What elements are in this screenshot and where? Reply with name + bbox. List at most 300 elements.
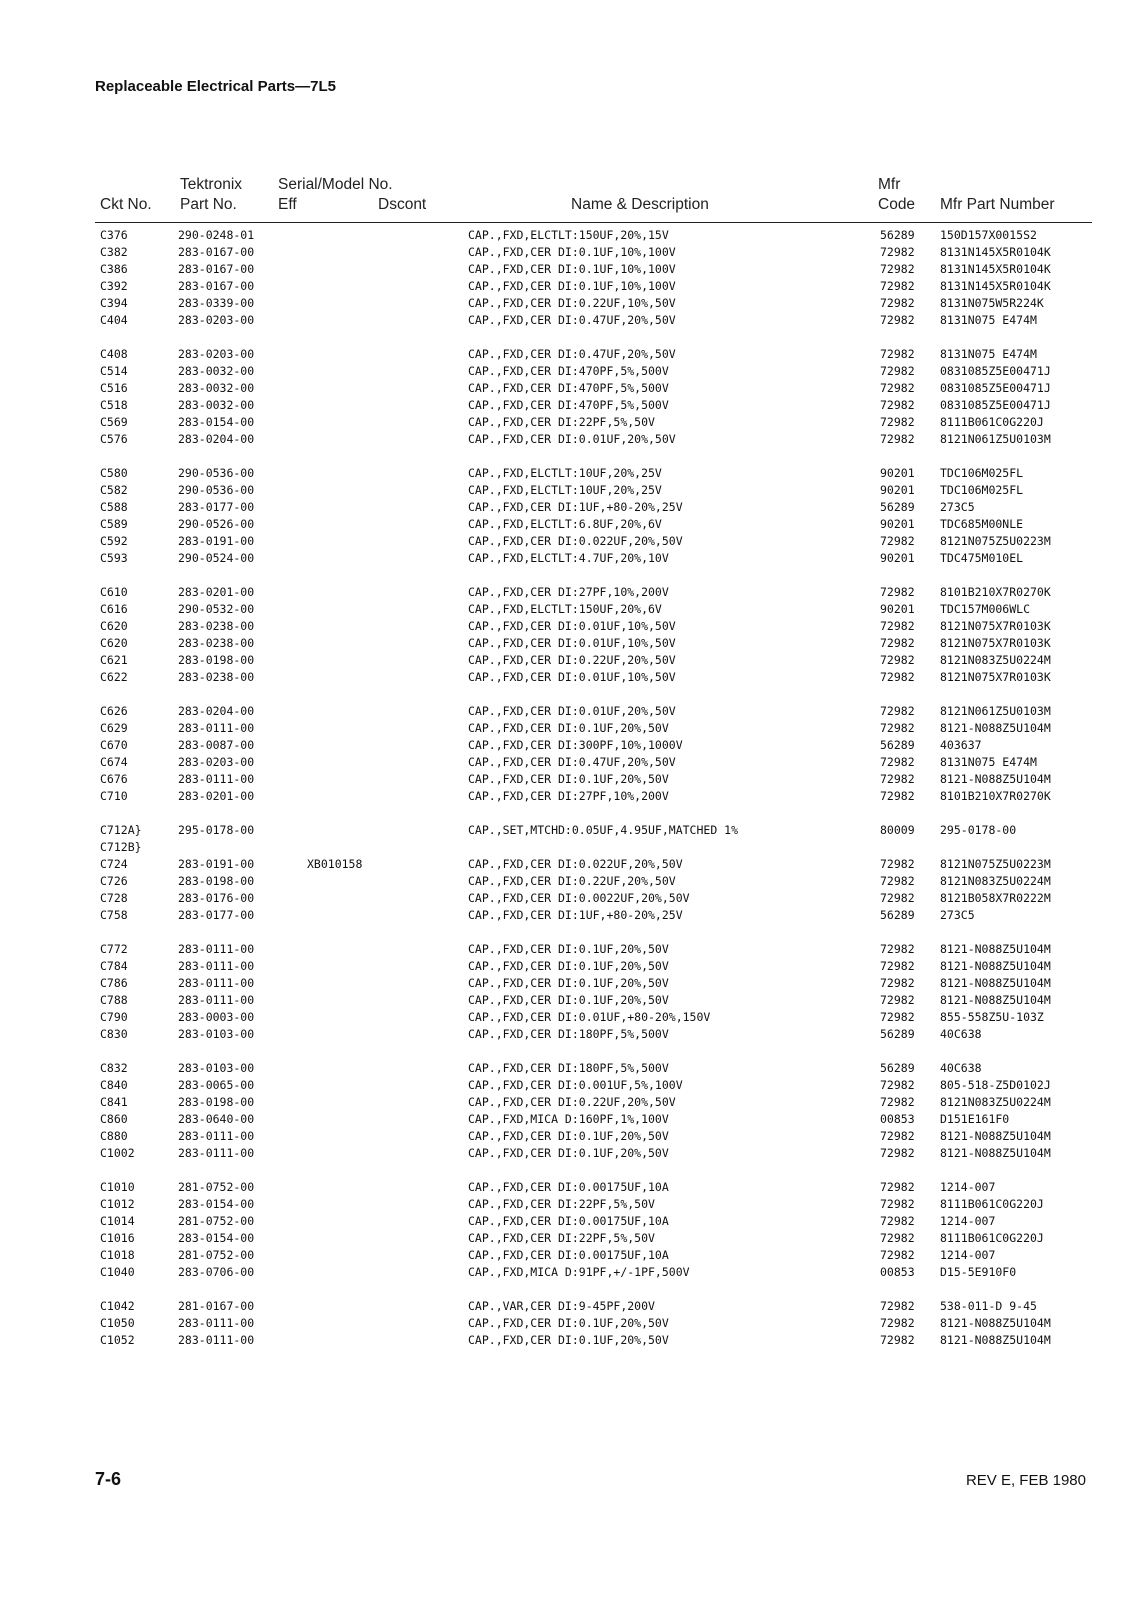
table-row (0, 669, 1130, 686)
description-cell: CAP.,FXD,CER DI:22PF,5%,50V (468, 1197, 655, 1211)
header-part-no: Part No. (180, 196, 237, 213)
parts-group (0, 346, 1130, 448)
parts-group (0, 227, 1130, 329)
header-ckt-no: Ckt No. (100, 196, 152, 213)
mfr-code-cell: 72982 (880, 993, 915, 1007)
part-no-cell: 283-0167-00 (178, 279, 255, 293)
mfr-part-number-cell: 1214-007 (940, 1214, 996, 1228)
part-no-cell: 283-0339-00 (178, 296, 255, 310)
description-cell: CAP.,FXD,ELCTLT:6.8UF,20%,6V (468, 517, 662, 531)
description-cell: CAP.,FXD,CER DI:0.001UF,5%,100V (468, 1078, 683, 1092)
mfr-part-number-cell: 8131N075 E474M (940, 313, 1037, 327)
ckt-no-cell: C832 (100, 1061, 128, 1075)
ckt-no-cell: C1050 (100, 1316, 135, 1330)
mfr-code-cell: 90201 (880, 517, 915, 531)
mfr-part-number-cell: 8121N075X7R0103K (940, 619, 1051, 633)
mfr-part-number-cell: 8121-N088Z5U104M (940, 772, 1051, 786)
table-row (0, 1264, 1130, 1281)
ckt-no-cell: C626 (100, 704, 128, 718)
description-cell: CAP.,FXD,CER DI:22PF,5%,50V (468, 1231, 655, 1245)
table-row (0, 1230, 1130, 1247)
mfr-code-cell: 72982 (880, 364, 915, 378)
mfr-part-number-cell: 8121-N088Z5U104M (940, 976, 1051, 990)
part-no-cell: 283-0191-00 (178, 534, 255, 548)
table-row (0, 261, 1130, 278)
description-cell: CAP.,FXD,CER DI:0.1UF,10%,100V (468, 279, 676, 293)
table-row (0, 1179, 1130, 1196)
part-no-cell: 283-0167-00 (178, 245, 255, 259)
table-row (0, 1060, 1130, 1077)
table-row (0, 907, 1130, 924)
ckt-no-cell: C514 (100, 364, 128, 378)
mfr-code-cell: 72982 (880, 959, 915, 973)
ckt-no-cell: C788 (100, 993, 128, 1007)
header-serial-model: Serial/Model No. (278, 176, 393, 193)
table-row (0, 1077, 1130, 1094)
description-cell: CAP.,SET,MTCHD:0.05UF,4.95UF,MATCHED 1% (468, 823, 739, 837)
ckt-no-cell: C589 (100, 517, 128, 531)
mfr-code-cell: 72982 (880, 1197, 915, 1211)
table-row (0, 533, 1130, 550)
description-cell: CAP.,FXD,CER DI:0.1UF,20%,50V (468, 1316, 669, 1330)
header-dscont: Dscont (378, 196, 427, 213)
mfr-code-cell: 72982 (880, 585, 915, 599)
parts-group (0, 1179, 1130, 1281)
description-cell: CAP.,FXD,CER DI:0.00175UF,10A (468, 1248, 669, 1262)
part-no-cell: 283-0238-00 (178, 636, 255, 650)
description-cell: CAP.,FXD,CER DI:0.1UF,20%,50V (468, 942, 669, 956)
mfr-code-cell: 72982 (880, 1299, 915, 1313)
mfr-code-cell: 72982 (880, 296, 915, 310)
ckt-no-cell: C670 (100, 738, 128, 752)
ckt-no-cell: C580 (100, 466, 128, 480)
table-row (0, 754, 1130, 771)
mfr-code-cell: 72982 (880, 1248, 915, 1262)
table-row (0, 618, 1130, 635)
mfr-part-number-cell: 805-518-Z5D0102J (940, 1078, 1051, 1092)
ckt-no-cell: C516 (100, 381, 128, 395)
mfr-code-cell: 90201 (880, 466, 915, 480)
table-row (0, 873, 1130, 890)
mfr-part-number-cell: 8121N075Z5U0223M (940, 534, 1051, 548)
mfr-code-cell: 72982 (880, 534, 915, 548)
part-no-cell: 281-0167-00 (178, 1299, 255, 1313)
mfr-code-cell: 72982 (880, 1214, 915, 1228)
part-no-cell: 283-0176-00 (178, 891, 255, 905)
part-no-cell: 283-0191-00 (178, 857, 255, 871)
part-no-cell: 290-0524-00 (178, 551, 255, 565)
description-cell: CAP.,FXD,CER DI:0.1UF,20%,50V (468, 772, 669, 786)
description-cell: CAP.,FXD,CER DI:0.00175UF,10A (468, 1214, 669, 1228)
table-row (0, 1213, 1130, 1230)
ckt-no-cell: C1042 (100, 1299, 135, 1313)
table-row (0, 975, 1130, 992)
mfr-part-number-cell: 855-558Z5U-103Z (940, 1010, 1044, 1024)
table-row (0, 1128, 1130, 1145)
description-cell: CAP.,FXD,CER DI:0.01UF,10%,50V (468, 670, 676, 684)
description-cell: CAP.,FXD,CER DI:0.1UF,10%,100V (468, 245, 676, 259)
description-cell: CAP.,FXD,CER DI:0.0022UF,20%,50V (468, 891, 690, 905)
table-row (0, 1332, 1130, 1349)
description-cell: CAP.,FXD,CER DI:0.1UF,10%,100V (468, 262, 676, 276)
description-cell: CAP.,FXD,CER DI:180PF,5%,500V (468, 1027, 669, 1041)
ckt-no-cell: C582 (100, 483, 128, 497)
table-row (0, 414, 1130, 431)
mfr-part-number-cell: 8121-N088Z5U104M (940, 1333, 1051, 1347)
table-row (0, 958, 1130, 975)
description-cell: CAP.,FXD,CER DI:0.22UF,20%,50V (468, 874, 676, 888)
table-row (0, 720, 1130, 737)
part-no-cell: 283-0203-00 (178, 755, 255, 769)
description-cell: CAP.,FXD,CER DI:0.01UF,10%,50V (468, 636, 676, 650)
table-row (0, 227, 1130, 244)
description-cell: CAP.,FXD,CER DI:0.22UF,10%,50V (468, 296, 676, 310)
mfr-code-cell: 90201 (880, 602, 915, 616)
part-no-cell: 283-0103-00 (178, 1061, 255, 1075)
ckt-no-cell: C676 (100, 772, 128, 786)
part-no-cell: 290-0526-00 (178, 517, 255, 531)
mfr-part-number-cell: 8121-N088Z5U104M (940, 942, 1051, 956)
table-row (0, 380, 1130, 397)
mfr-code-cell: 72982 (880, 789, 915, 803)
part-no-cell: 283-0238-00 (178, 619, 255, 633)
description-cell: CAP.,FXD,CER DI:0.1UF,20%,50V (468, 976, 669, 990)
description-cell: CAP.,FXD,CER DI:470PF,5%,500V (468, 398, 669, 412)
ckt-no-cell: C790 (100, 1010, 128, 1024)
ckt-no-cell: C1012 (100, 1197, 135, 1211)
table-row (0, 431, 1130, 448)
ckt-no-cell: C786 (100, 976, 128, 990)
part-no-cell: 283-0032-00 (178, 364, 255, 378)
description-cell: CAP.,FXD,CER DI:300PF,10%,1000V (468, 738, 683, 752)
header-rule (95, 222, 1092, 223)
part-no-cell: 283-0201-00 (178, 789, 255, 803)
table-row (0, 1145, 1130, 1162)
mfr-code-cell: 72982 (880, 976, 915, 990)
mfr-code-cell: 72982 (880, 1129, 915, 1143)
parts-group (0, 822, 1130, 924)
table-row (0, 635, 1130, 652)
ckt-no-cell: C1040 (100, 1265, 135, 1279)
ckt-no-cell: C758 (100, 908, 128, 922)
mfr-part-number-cell: 8121N075X7R0103K (940, 636, 1051, 650)
mfr-part-number-cell: TDC106M025FL (940, 466, 1024, 480)
description-cell: CAP.,FXD,CER DI:0.1UF,20%,50V (468, 1129, 669, 1143)
table-row (0, 482, 1130, 499)
mfr-part-number-cell: 8121B058X7R0222M (940, 891, 1051, 905)
header-mfr-code: Code (878, 196, 916, 213)
mfr-code-cell: 72982 (880, 279, 915, 293)
mfr-part-number-cell: 8121N075X7R0103K (940, 670, 1051, 684)
description-cell: CAP.,FXD,CER DI:470PF,5%,500V (468, 381, 669, 395)
table-row (0, 397, 1130, 414)
mfr-code-cell: 90201 (880, 483, 915, 497)
ckt-no-cell: C1010 (100, 1180, 135, 1194)
mfr-part-number-cell: 40C638 (940, 1061, 982, 1075)
ckt-no-cell: C712A} (100, 823, 142, 837)
description-cell: CAP.,FXD,CER DI:1UF,+80-20%,25V (468, 500, 683, 514)
parts-group (0, 1298, 1130, 1349)
part-no-cell: 283-0103-00 (178, 1027, 255, 1041)
header-eff: Eff (278, 196, 297, 213)
mfr-part-number-cell: TDC685M00NLE (940, 517, 1024, 531)
description-cell: CAP.,FXD,ELCTLT:10UF,20%,25V (468, 483, 662, 497)
table-row (0, 822, 1130, 839)
mfr-part-number-cell: 8121-N088Z5U104M (940, 959, 1051, 973)
mfr-code-cell: 72982 (880, 619, 915, 633)
ckt-no-cell: C610 (100, 585, 128, 599)
description-cell: CAP.,FXD,ELCTLT:10UF,20%,25V (468, 466, 662, 480)
ckt-no-cell: C726 (100, 874, 128, 888)
part-no-cell: 281-0752-00 (178, 1214, 255, 1228)
part-no-cell: 283-0706-00 (178, 1265, 255, 1279)
mfr-part-number-cell: TDC475M010EL (940, 551, 1024, 565)
mfr-code-cell: 72982 (880, 772, 915, 786)
part-no-cell: 283-0167-00 (178, 262, 255, 276)
description-cell: CAP.,FXD,CER DI:0.022UF,20%,50V (468, 534, 683, 548)
mfr-part-number-cell: 8131N075W5R224K (940, 296, 1044, 310)
mfr-part-number-cell: 8101B210X7R0270K (940, 789, 1051, 803)
mfr-part-number-cell: 8131N145X5R0104K (940, 262, 1051, 276)
ckt-no-cell: C620 (100, 636, 128, 650)
parts-group (0, 465, 1130, 567)
mfr-part-number-cell: 8131N145X5R0104K (940, 279, 1051, 293)
ckt-no-cell: C784 (100, 959, 128, 973)
table-row (0, 601, 1130, 618)
description-cell: CAP.,FXD,MICA D:160PF,1%,100V (468, 1112, 669, 1126)
part-no-cell: 283-0003-00 (178, 1010, 255, 1024)
description-cell: CAP.,VAR,CER DI:9-45PF,200V (468, 1299, 655, 1313)
mfr-part-number-cell: D151E161F0 (940, 1112, 1010, 1126)
mfr-code-cell: 72982 (880, 942, 915, 956)
header-mfr: Mfr (878, 176, 901, 193)
table-row (0, 1094, 1130, 1111)
mfr-code-cell: 72982 (880, 636, 915, 650)
part-no-cell: 283-0111-00 (178, 1333, 255, 1347)
ckt-no-cell: C629 (100, 721, 128, 735)
table-row (0, 516, 1130, 533)
description-cell: CAP.,FXD,CER DI:0.01UF,10%,50V (468, 619, 676, 633)
part-no-cell: 283-0087-00 (178, 738, 255, 752)
mfr-code-cell: 72982 (880, 1231, 915, 1245)
ckt-no-cell: C569 (100, 415, 128, 429)
table-row (0, 550, 1130, 567)
table-row (0, 771, 1130, 788)
mfr-code-cell: 00853 (880, 1265, 915, 1279)
parts-table (0, 227, 1130, 1366)
ckt-no-cell: C860 (100, 1112, 128, 1126)
table-row (0, 788, 1130, 805)
ckt-no-cell: C616 (100, 602, 128, 616)
mfr-part-number-cell: 273C5 (940, 908, 975, 922)
ckt-no-cell: C1002 (100, 1146, 135, 1160)
page-header: Replaceable Electrical Parts—7L5 (95, 78, 336, 95)
description-cell: CAP.,FXD,CER DI:0.22UF,20%,50V (468, 1095, 676, 1109)
table-row (0, 1026, 1130, 1043)
mfr-code-cell: 72982 (880, 670, 915, 684)
ckt-no-cell: C1016 (100, 1231, 135, 1245)
mfr-code-cell: 72982 (880, 381, 915, 395)
table-row (0, 244, 1130, 261)
ckt-no-cell: C404 (100, 313, 128, 327)
ckt-no-cell: C382 (100, 245, 128, 259)
description-cell: CAP.,FXD,ELCTLT:4.7UF,20%,10V (468, 551, 669, 565)
mfr-code-cell: 00853 (880, 1112, 915, 1126)
ckt-no-cell: C394 (100, 296, 128, 310)
mfr-part-number-cell: 8131N075 E474M (940, 347, 1037, 361)
mfr-code-cell: 72982 (880, 704, 915, 718)
description-cell: CAP.,FXD,CER DI:0.022UF,20%,50V (468, 857, 683, 871)
mfr-code-cell: 72982 (880, 1078, 915, 1092)
table-row (0, 1298, 1130, 1315)
mfr-part-number-cell: 0831085Z5E00471J (940, 381, 1051, 395)
mfr-part-number-cell: 8121-N088Z5U104M (940, 1316, 1051, 1330)
mfr-code-cell: 56289 (880, 500, 915, 514)
table-row (0, 737, 1130, 754)
mfr-part-number-cell: 150D157X0015S2 (940, 228, 1037, 242)
table-row (0, 1315, 1130, 1332)
description-cell: CAP.,FXD,CER DI:0.01UF,20%,50V (468, 704, 676, 718)
table-row (0, 312, 1130, 329)
table-row (0, 295, 1130, 312)
part-no-cell: 283-0177-00 (178, 500, 255, 514)
part-no-cell: 283-0111-00 (178, 1316, 255, 1330)
part-no-cell: 283-0032-00 (178, 381, 255, 395)
part-no-cell: 283-0111-00 (178, 993, 255, 1007)
mfr-part-number-cell: TDC157M006WLC (940, 602, 1031, 616)
description-cell: CAP.,FXD,CER DI:0.01UF,20%,50V (468, 432, 676, 446)
ckt-no-cell: C728 (100, 891, 128, 905)
mfr-code-cell: 72982 (880, 313, 915, 327)
description-cell: CAP.,FXD,CER DI:470PF,5%,500V (468, 364, 669, 378)
mfr-code-cell: 72982 (880, 398, 915, 412)
mfr-code-cell: 56289 (880, 738, 915, 752)
mfr-part-number-cell: 8131N145X5R0104K (940, 245, 1051, 259)
mfr-part-number-cell: 8111B061C0G220J (940, 1231, 1044, 1245)
description-cell: CAP.,FXD,CER DI:27PF,10%,200V (468, 585, 669, 599)
mfr-code-cell: 72982 (880, 874, 915, 888)
mfr-part-number-cell: 1214-007 (940, 1248, 996, 1262)
mfr-code-cell: 80009 (880, 823, 915, 837)
mfr-part-number-cell: 8121N083Z5U0224M (940, 1095, 1051, 1109)
table-row (0, 1111, 1130, 1128)
part-no-cell: 283-0177-00 (178, 908, 255, 922)
page-number: 7-6 (95, 1469, 122, 1489)
ckt-no-cell: C622 (100, 670, 128, 684)
part-no-cell: 283-0640-00 (178, 1112, 255, 1126)
ckt-no-cell: C710 (100, 789, 128, 803)
ckt-no-cell: C841 (100, 1095, 128, 1109)
part-no-cell: 283-0111-00 (178, 1129, 255, 1143)
ckt-no-cell: C621 (100, 653, 128, 667)
mfr-code-cell: 72982 (880, 245, 915, 259)
description-cell: CAP.,FXD,CER DI:0.1UF,20%,50V (468, 721, 669, 735)
mfr-part-number-cell: 8121-N088Z5U104M (940, 1129, 1051, 1143)
mfr-part-number-cell: 273C5 (940, 500, 975, 514)
ckt-no-cell: C1018 (100, 1248, 135, 1262)
parts-group (0, 703, 1130, 805)
part-no-cell: 283-0065-00 (178, 1078, 255, 1092)
mfr-part-number-cell: TDC106M025FL (940, 483, 1024, 497)
mfr-code-cell: 90201 (880, 551, 915, 565)
part-no-cell: 290-0536-00 (178, 466, 255, 480)
parts-group (0, 584, 1130, 686)
mfr-code-cell: 72982 (880, 1010, 915, 1024)
mfr-part-number-cell: 8121N061Z5U0103M (940, 704, 1051, 718)
mfr-part-number-cell: 538-011-D 9-45 (940, 1299, 1037, 1313)
part-no-cell: 283-0154-00 (178, 1197, 255, 1211)
description-cell: CAP.,FXD,CER DI:22PF,5%,50V (468, 415, 655, 429)
mfr-part-number-cell: 8121-N088Z5U104M (940, 993, 1051, 1007)
mfr-code-cell: 72982 (880, 432, 915, 446)
mfr-code-cell: 72982 (880, 415, 915, 429)
mfr-code-cell: 72982 (880, 1333, 915, 1347)
description-cell: CAP.,FXD,CER DI:180PF,5%,500V (468, 1061, 669, 1075)
table-row (0, 992, 1130, 1009)
part-no-cell: 283-0238-00 (178, 670, 255, 684)
mfr-part-number-cell: 403637 (940, 738, 982, 752)
part-no-cell: 290-0532-00 (178, 602, 255, 616)
table-row (0, 856, 1130, 873)
table-row (0, 278, 1130, 295)
part-no-cell: 283-0154-00 (178, 1231, 255, 1245)
mfr-code-cell: 72982 (880, 857, 915, 871)
mfr-code-cell: 72982 (880, 347, 915, 361)
serial-eff-cell: XB010158 (307, 857, 363, 871)
header-name-description: Name & Description (571, 196, 709, 213)
part-no-cell: 283-0111-00 (178, 1146, 255, 1160)
ckt-no-cell: C386 (100, 262, 128, 276)
mfr-code-cell: 72982 (880, 755, 915, 769)
description-cell: CAP.,FXD,CER DI:0.1UF,20%,50V (468, 1333, 669, 1347)
header-mfr-part-number: Mfr Part Number (940, 196, 1055, 213)
column-headers (0, 178, 1130, 222)
part-no-cell: 295-0178-00 (178, 823, 255, 837)
part-no-cell: 283-0111-00 (178, 959, 255, 973)
part-no-cell: 290-0536-00 (178, 483, 255, 497)
mfr-part-number-cell: 8121N061Z5U0103M (940, 432, 1051, 446)
part-no-cell: 283-0203-00 (178, 347, 255, 361)
mfr-part-number-cell: D15-5E910F0 (940, 1265, 1017, 1279)
mfr-code-cell: 72982 (880, 653, 915, 667)
ckt-no-cell: C830 (100, 1027, 128, 1041)
mfr-part-number-cell: 8121N075Z5U0223M (940, 857, 1051, 871)
mfr-part-number-cell: 8101B210X7R0270K (940, 585, 1051, 599)
part-no-cell: 283-0111-00 (178, 772, 255, 786)
part-no-cell: 283-0204-00 (178, 704, 255, 718)
mfr-part-number-cell: 8121-N088Z5U104M (940, 1146, 1051, 1160)
part-no-cell: 281-0752-00 (178, 1180, 255, 1194)
mfr-code-cell: 72982 (880, 721, 915, 735)
description-cell: CAP.,FXD,CER DI:0.22UF,20%,50V (468, 653, 676, 667)
part-no-cell: 283-0111-00 (178, 721, 255, 735)
revision-note: REV E, FEB 1980 (965, 1472, 1086, 1489)
table-row (0, 346, 1130, 363)
header-tektronix: Tektronix (180, 176, 243, 193)
parts-group (0, 941, 1130, 1043)
part-no-cell: 281-0752-00 (178, 1248, 255, 1262)
description-cell: CAP.,FXD,CER DI:0.1UF,20%,50V (468, 993, 669, 1007)
table-row (0, 890, 1130, 907)
ckt-no-cell: C408 (100, 347, 128, 361)
mfr-part-number-cell: 8121-N088Z5U104M (940, 721, 1051, 735)
mfr-code-cell: 56289 (880, 1027, 915, 1041)
description-cell: CAP.,FXD,ELCTLT:150UF,20%,15V (468, 228, 669, 242)
part-no-cell: 290-0248-01 (178, 228, 255, 242)
description-cell: CAP.,FXD,CER DI:0.47UF,20%,50V (468, 313, 676, 327)
description-cell: CAP.,FXD,MICA D:91PF,+/-1PF,500V (468, 1265, 690, 1279)
part-no-cell: 283-0204-00 (178, 432, 255, 446)
